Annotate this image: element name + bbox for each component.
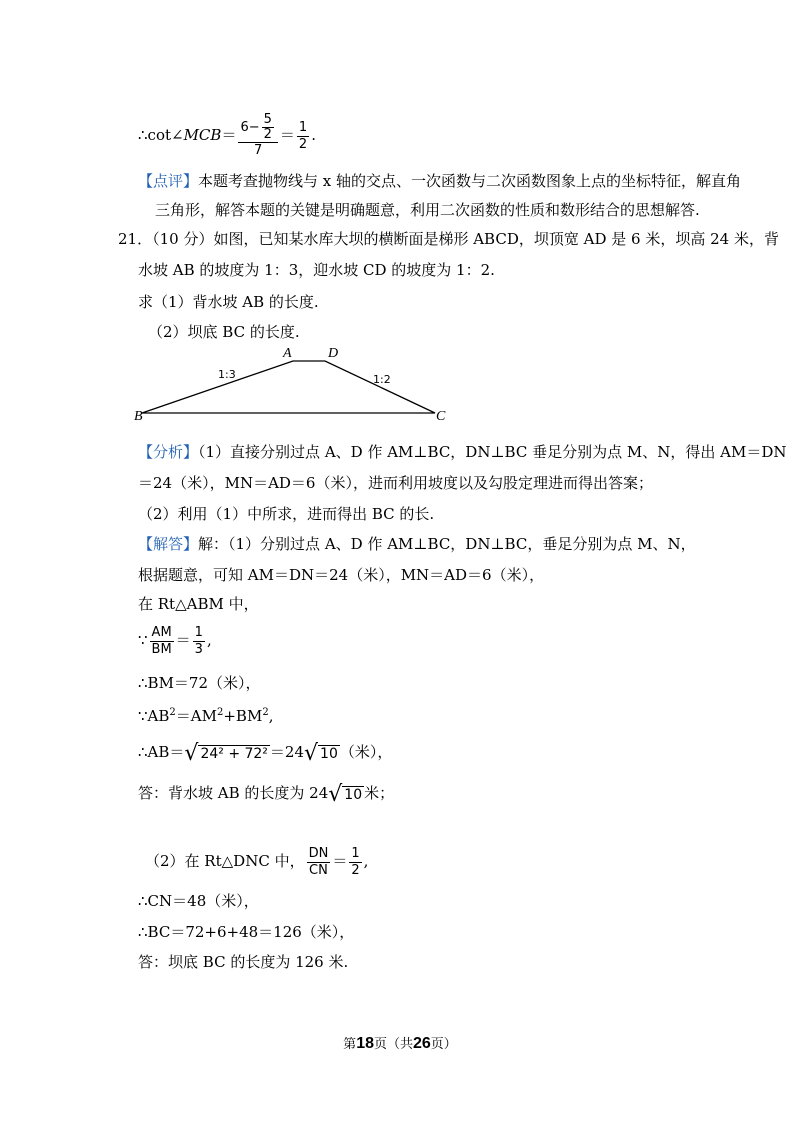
analysis-line-3: （2）利用（1）中所求，进而得出 BC 的长. [138, 505, 435, 523]
dam-trapezoid-diagram [130, 340, 460, 425]
sqrt-ten: √ 10 [304, 740, 338, 766]
solution-ratio-abm: ∵ $\frac{AM}{BM}$ ＝ $\frac{1}{3}$ , [138, 624, 212, 657]
angle-mcb: MCB [183, 126, 222, 144]
sqrt-sum: √ 24² + 72² [184, 740, 268, 766]
solution-line-cn: ∴CN＝48（米）， [138, 892, 259, 910]
analysis-line-2: ＝24（米），MN＝AD＝6（米），进而利用坡度以及勾股定理进而得出答案； [138, 474, 653, 492]
inner-fraction: $\frac{5}{2}$ [263, 112, 272, 142]
equals-2: ＝ [279, 126, 295, 144]
page-total: 26 [413, 1035, 431, 1052]
q21-line-4: （2）坝底 BC 的长度. [148, 323, 300, 341]
solution-line-1: 【解答】解：（1）分别过点 A、D 作 AM⊥BC，DN⊥BC，垂足分别为点 M、N， [138, 535, 696, 553]
solution-answer-1: 答：背水坡 AB 的长度为 24√ 10 米； [138, 781, 395, 807]
solution-ab-value: ∴AB＝√ 24² + 72² ＝24√ 10 （米）， [138, 740, 393, 766]
cot-fraction [238, 113, 277, 159]
label-d: D [328, 346, 339, 361]
label-a: A [283, 346, 292, 361]
one-third-fraction: $\frac{1}{3}$ [194, 624, 203, 657]
dn-cn-fraction: $\frac{DN}{CN}$ [308, 845, 329, 878]
label-b: B [134, 409, 143, 424]
q21-line-1: 21．（10 分）如图，已知某水库大坝的横断面是梯形 ABCD，坝顶宽 AD 是 6 米，坝高 24 米，背 [118, 230, 779, 248]
cot-fraction-denominator: 7 [254, 143, 263, 158]
q21-line-2: 水坡 AB 的坡度为 1：3，迎水坡 CD 的坡度为 1：2. [138, 261, 495, 279]
slope-ab-label: 1:3 [218, 368, 236, 381]
solution-line-2: 根据题意，可知 AM＝DN＝24（米），MN＝AD＝6（米）， [138, 566, 545, 584]
page-number: 18 [356, 1035, 374, 1052]
result-fraction: $\frac{1}{2}$ [298, 119, 308, 152]
page-footer: 第18页（共26页） [343, 1035, 457, 1052]
review-line-1: 【点评】本题考查抛物线与 x 轴的交点、一次函数与二次函数图象上点的坐标特征，解直角 [138, 172, 742, 190]
one-half-fraction: $\frac{1}{2}$ [351, 845, 360, 878]
review-tag: 【点评】 [138, 172, 199, 190]
label-c: C [436, 409, 446, 424]
trapezoid-shape [142, 361, 435, 413]
therefore-cot: ∴cot∠ [138, 126, 184, 144]
cot-fraction-numerator: 6− $\frac{5}{2}$ [238, 113, 277, 143]
analysis-tag: 【分析】 [138, 443, 199, 461]
solution-line-bc: ∴BC＝72+6+48＝126（米）， [138, 923, 355, 941]
am-bm-fraction: $\frac{AM}{BM}$ [151, 624, 172, 657]
equals-1: ＝ [221, 126, 237, 144]
solution-answer-2: 答：坝底 BC 的长度为 126 米. [138, 953, 349, 971]
sqrt-ten-answer: √ 10 [328, 781, 363, 807]
slope-cd-label: 1:2 [373, 373, 391, 386]
solution-pythagoras: $\because AB^2=AM^2+BM^2$, [138, 707, 274, 725]
solution-part2-ratio: （2）在 Rt△DNC 中， $\frac{DN}{CN}$ ＝ $\frac{1}{2}$ , [145, 845, 369, 878]
cot-formula-line: ∴cot∠MCB＝ 6− $\frac{5}{2}$ 7 ＝ $\frac{1}{2}$ . [138, 112, 316, 158]
analysis-line-1: 【分析】（1）直接分别过点 A、D 作 AM⊥BC，DN⊥BC 垂足分别为点 M、N，得出 AM＝DN [138, 443, 787, 461]
review-line-2: 三角形，解答本题的关键是明确题意，利用二次函数的性质和数形结合的思想解答. [155, 201, 700, 219]
solution-line-bm: ∴BM＝72（米）， [138, 674, 261, 692]
q21-line-3: 求（1）背水坡 AB 的长度. [138, 293, 319, 311]
solution-tag: 【解答】 [138, 535, 199, 553]
solution-line-3: 在 Rt△ABM 中， [138, 595, 259, 613]
